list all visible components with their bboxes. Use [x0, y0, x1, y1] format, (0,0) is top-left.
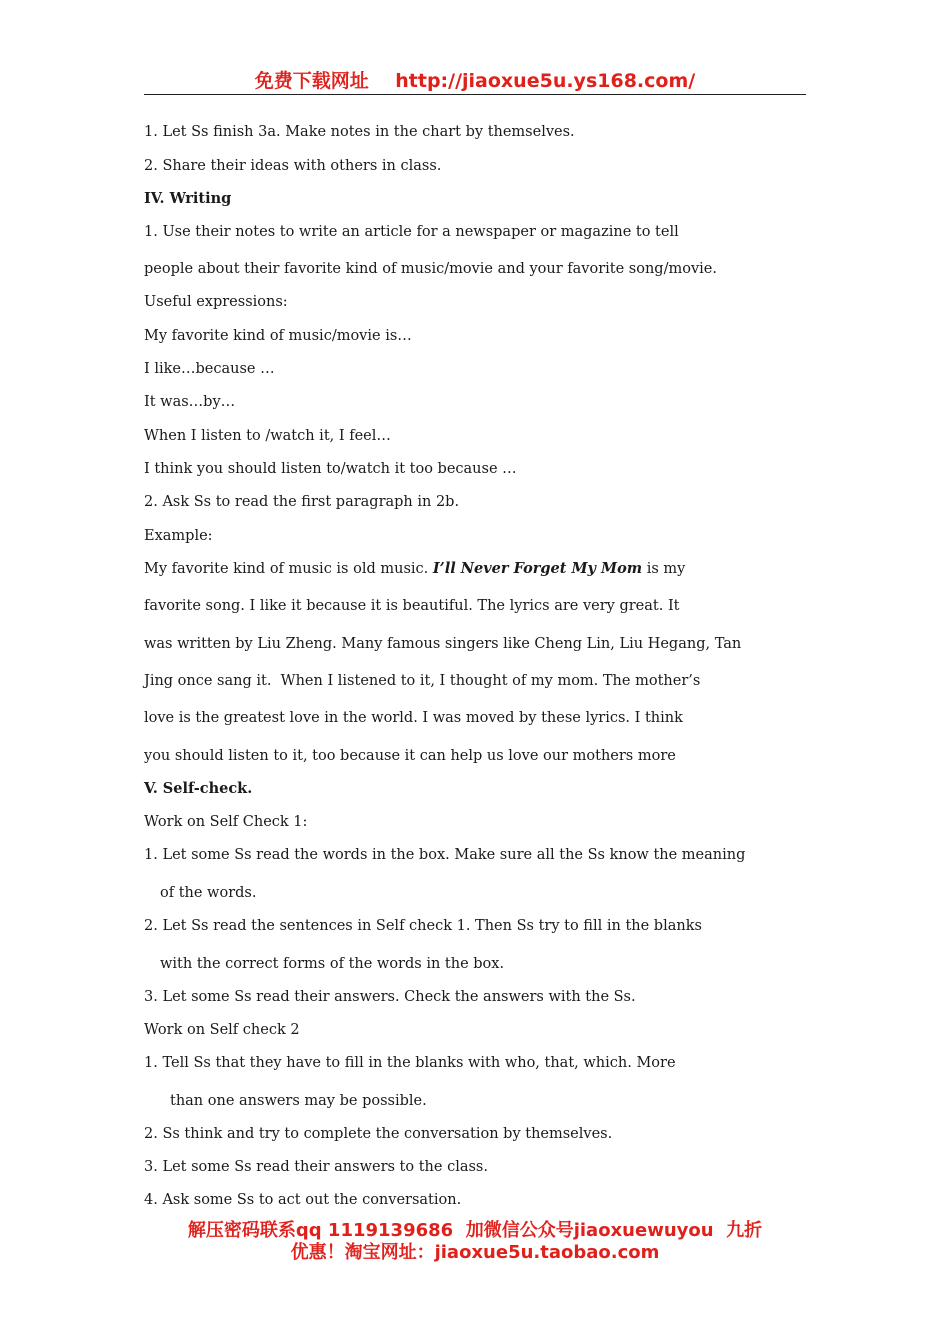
body-line: 3. Let some Ss read their answers. Check the answers with the Ss.: [144, 989, 636, 1005]
body-line: favorite song. I like it because it is beautiful. The lyrics are very great. It: [144, 598, 680, 614]
example-text: is my: [642, 561, 686, 577]
header-rule: [144, 94, 806, 95]
body-line: love is the greatest love in the world. I was moved by these lyrics. I think: [144, 710, 683, 726]
body-line: Useful expressions:: [144, 294, 288, 310]
body-line: 2. Ask Ss to read the first paragraph in 2b.: [144, 494, 460, 510]
body-line: I think you should listen to/watch it too because …: [144, 461, 517, 477]
body-line: 1. Let some Ss read the words in the box. Make sure all the Ss know the meaning: [144, 847, 746, 863]
footer-shop: 优惠！淘宝网址：jiaoxue5u.taobao.com: [290, 1242, 660, 1263]
body-line: When I listen to /watch it, I feel…: [144, 428, 391, 444]
body-line: It was…by…: [144, 394, 236, 410]
body-line: 2. Share their ideas with others in class.: [144, 158, 442, 174]
body-line: of the words.: [160, 885, 257, 901]
body-line: Example:: [144, 528, 213, 544]
song-title: I’ll Never Forget My Mom: [432, 560, 643, 577]
section-heading-writing: IV. Writing: [144, 190, 232, 207]
body-line: than one answers may be possible.: [170, 1093, 427, 1109]
body-line: 3. Let some Ss read their answers to the class.: [144, 1159, 488, 1175]
body-line: I like…because …: [144, 361, 275, 377]
body-line: Jing once sang it. When I listened to it, I thought of my mom. The mother’s: [144, 673, 701, 689]
example-text: My favorite kind of music is old music.: [144, 561, 433, 577]
body-line: 2. Ss think and try to complete the conversation by themselves.: [144, 1126, 613, 1142]
body-line: 2. Let Ss read the sentences in Self check 1. Then Ss try to fill in the blanks: [144, 918, 702, 934]
body-line: My favorite kind of music/movie is…: [144, 328, 412, 344]
body-line: 1. Let Ss finish 3a. Make notes in the chart by themselves.: [144, 124, 575, 140]
body-line: Work on Self check 2: [144, 1022, 300, 1038]
body-line: 1. Use their notes to write an article for a newspaper or magazine to tell: [144, 224, 679, 240]
body-line: 4. Ask some Ss to act out the conversation.: [144, 1192, 462, 1208]
body-line: Work on Self Check 1:: [144, 814, 308, 830]
body-line: was written by Liu Zheng. Many famous singers like Cheng Lin, Liu Hegang, Tan: [144, 636, 742, 652]
section-heading-self-check: V. Self-check.: [144, 780, 253, 797]
footer-contact: 解压密码联系qq 1119139686 加微信公众号jiaoxuewuyou 九折: [187, 1220, 763, 1241]
example-line: [144, 559, 685, 579]
body-line: you should listen to it, too because it can help us love our mothers more: [144, 748, 676, 764]
body-line: people about their favorite kind of music/movie and your favorite song/movie.: [144, 261, 717, 277]
body-line: with the correct forms of the words in the box.: [160, 956, 505, 972]
body-line: 1. Tell Ss that they have to fill in the blanks with who, that, which. More: [144, 1055, 676, 1071]
header-url: 免费下载网址 http://jiaoxue5u.ys168.com/: [254, 70, 696, 92]
